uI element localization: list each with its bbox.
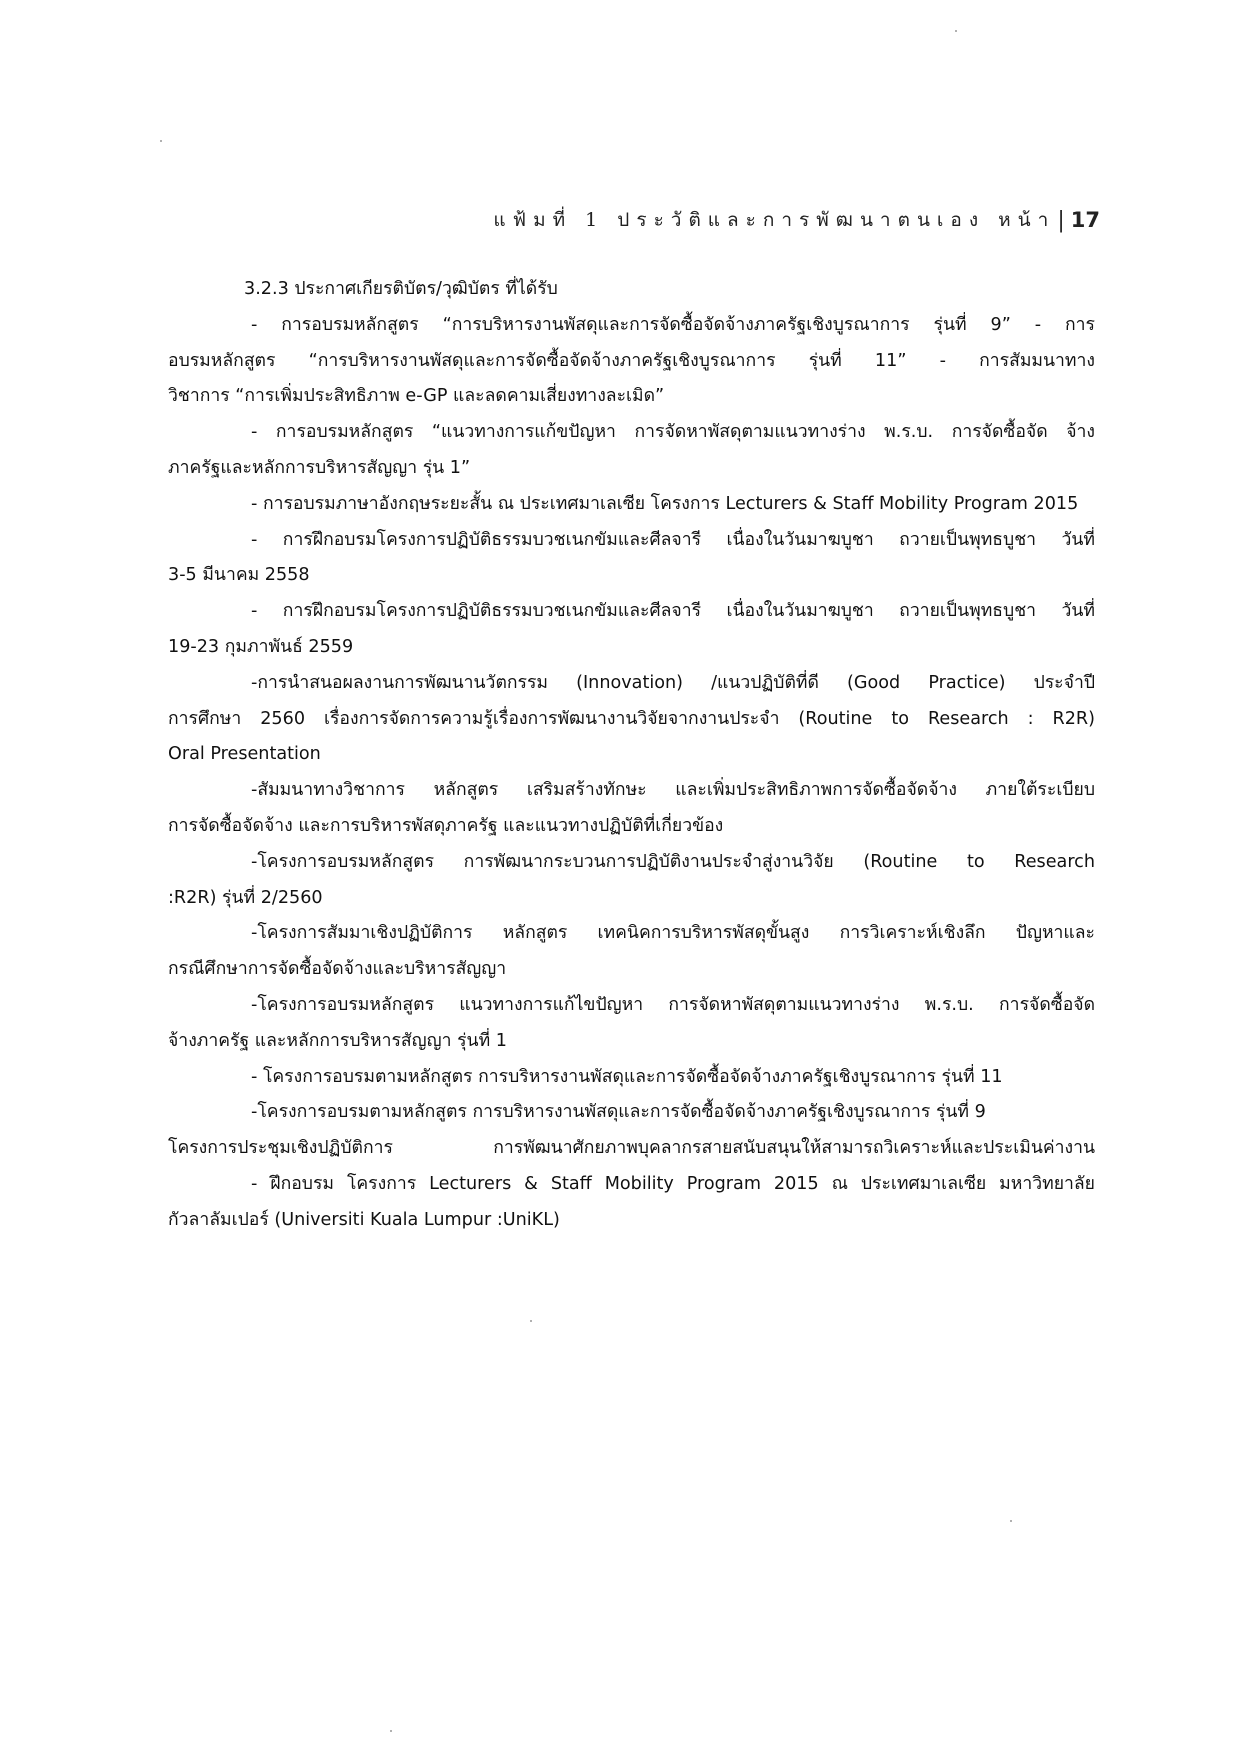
text-line: - การฝึกอบรมโครงการปฏิบัติธรรมบวชเนกขัมและศีลจารี เนื่องในวันมาฆบูชา ถวายเป็นพุทธบูชา วันที่ — [251, 601, 1095, 622]
text-line: -โครงการอบรมหลักสูตร การพัฒนากระบวนการปฏิบัติงานประจำสู่งานวิจัย (Routine to Research — [251, 851, 1095, 872]
scan-speck — [160, 140, 162, 142]
text-line: โครงการประชุมเชิงปฏิบัติการ การพัฒนาศักยภาพบุคลากรสายสนับสนุนให้สามารถวิเคราะห์และประเมินค่างาน — [168, 1138, 1095, 1159]
text-line: -โครงการอบรมหลักสูตร แนวทางการแก้ไขปัญหา การจัดหาพัสดุตามแนวทางร่าง พ.ร.บ. การจัดซื้อจัด — [251, 994, 1095, 1015]
text-line: - การอบรมภาษาอังกฤษระยะสั้น ณ ประเทศมาเลเซีย โครงการ Lecturers & Staff Mobility Program 2015 — [251, 493, 1079, 514]
text-line: 19-23 กุมภาพันธ์ 2559 — [168, 636, 354, 657]
text-line: การศึกษา 2560 เรื่องการจัดการความรู้เรื่องการพัฒนางานวิจัยจากงานประจำ (Routine to Research : R2R) — [168, 708, 1095, 729]
text-line: - ฝึกอบรม โครงการ Lecturers & Staff Mobility Program 2015 ณ ประเทศมาเลเซีย มหาวิทยาลัย — [251, 1173, 1095, 1194]
header-separator: | — [1057, 207, 1065, 233]
text-line: อบรมหลักสูตร “การบริหารงานพัสดุและการจัดซื้อจัดจ้างภาครัฐเชิงบูรณาการ รุ่นที่ 11” - การสัมมนาทาง — [168, 350, 1095, 371]
page-number: 17 — [1070, 208, 1100, 232]
text-line: วิชาการ “การเพิ่มประสิทธิภาพ e-GP และลดคามเสี่ยงทางละเมิด” — [168, 386, 665, 407]
text-line: -การนำสนอผลงานการพัฒนานวัตกรรม (Innovation) /แนวปฏิบัติที่ดี (Good Practice) ประจำปี — [251, 672, 1095, 693]
text-line: กัวลาลัมเปอร์ (Universiti Kuala Lumpur :UniKL) — [168, 1209, 560, 1230]
scan-speck — [390, 1730, 392, 1732]
text-line: จ้างภาครัฐ และหลักการบริหารสัญญา รุ่นที่ 1 — [168, 1030, 507, 1051]
text-line: Oral Presentation — [168, 744, 321, 765]
scan-speck — [530, 1320, 532, 1322]
header-title: แฟ้มที่ 1 ประวัติและการพัฒนาตนเอง หน้า — [493, 209, 1056, 231]
text-line: :R2R) รุ่นที่ 2/2560 — [168, 887, 323, 908]
text-line: กรณีศึกษาการจัดซื้อจัดจ้างและบริหารสัญญา — [168, 959, 507, 980]
text-line: - โครงการอบรมตามหลักสูตร การบริหารงานพัสดุและการจัดซื้อจัดจ้างภาครัฐเชิงบูรณาการ รุ่นที่ 11 — [251, 1066, 1003, 1087]
page-header — [493, 205, 1100, 235]
text-line: -สัมมนาทางวิชาการ หลักสูตร เสริมสร้างทักษะ และเพิ่มประสิทธิภาพการจัดซื้อจัดจ้าง ภายใต้ระเบียบ — [251, 780, 1095, 801]
text-line: การจัดซื้อจัดจ้าง และการบริหารพัสดุภาครัฐ และแนวทางปฏิบัติที่เกี่ยวข้อง — [168, 815, 724, 836]
scan-speck — [955, 30, 957, 32]
scan-speck — [1010, 1520, 1012, 1522]
document-body — [168, 272, 1095, 1239]
text-line: -โครงการสัมมาเชิงปฏิบัติการ หลักสูตร เทคนิคการบริหารพัสดุขั้นสูง การวิเคราะห์เชิงลึก ปัญหาและ — [251, 923, 1095, 944]
text-line: - การอบรมหลักสูตร “การบริหารงานพัสดุและการจัดซื้อจัดจ้างภาครัฐเชิงบูรณาการ รุ่นที่ 9” - การ — [251, 314, 1095, 335]
text-line: - การฝึกอบรมโครงการปฏิบัติธรรมบวชเนกขัมและศีลจารี เนื่องในวันมาฆบูชา ถวายเป็นพุทธบูชา วันที่ — [251, 529, 1095, 550]
text-line: - การอบรมหลักสูตร “แนวทางการแก้ขปัญหา การจัดหาพัสดุตามแนวทางร่าง พ.ร.บ. การจัดซื้อจัด จ้าง — [251, 422, 1095, 443]
text-line: -โครงการอบรมตามหลักสูตร การบริหารงานพัสดุและการจัดซื้อจัดจ้างภาครัฐเชิงบูรณาการ รุ่นที่ 9 — [251, 1102, 986, 1123]
section-heading: 3.2.3 ประกาศเกียรติบัตร/วุฒิบัตร ที่ได้รับ — [244, 279, 558, 299]
text-line: 3-5 มีนาคม 2558 — [168, 565, 310, 586]
text-line: ภาครัฐและหลักการบริหารสัญญา รุ่น 1” — [168, 457, 471, 478]
